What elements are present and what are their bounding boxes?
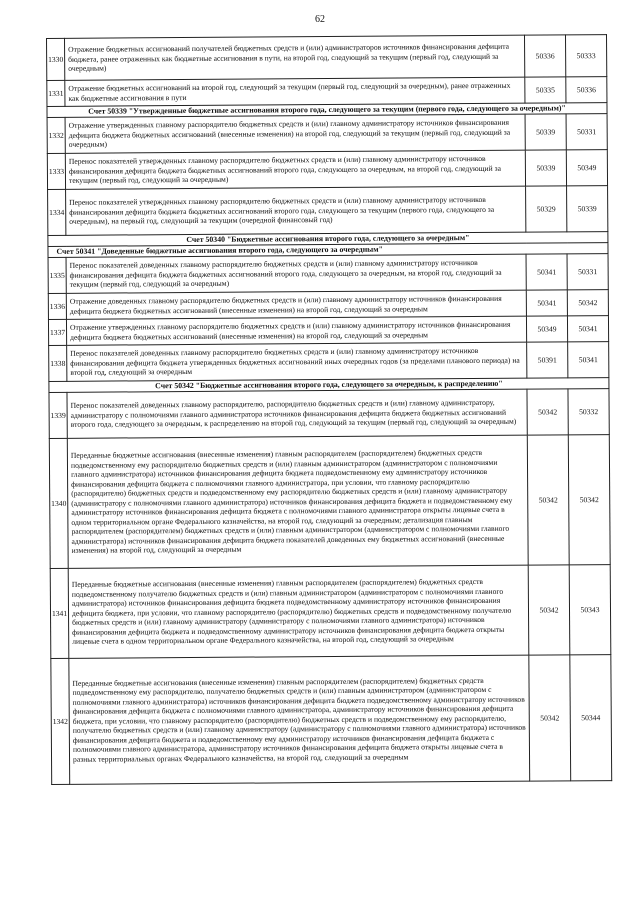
entry-description: Перенос показателей доведенных главному распорядителю бюджетных средств и (или) главному администратору источников финансирования дефицита бюджета утвержденных бюджетных ассигнований иных очередных годов (за пределами планового периода) на второй год, следующий за очередным xyxy=(67,342,527,381)
debit-account: 50342 xyxy=(528,565,570,655)
entry-number: 1335 xyxy=(48,257,66,293)
accounting-entries-table xyxy=(46,34,612,785)
credit-account: 50331 xyxy=(567,254,608,290)
entry-description: Переданные бюджетные ассигнования (внесенные изменения) главным распорядителем (распорядителем) бюджетных средств подведомственному ему распорядителю бюджетных средств и (или) главным администратором (администратором с полномочиями главного администратора) источников финансирования дефицита бюджета подведомственному ему администратору источников финансирования дефицита бюджета с полномочиями главного администратора, при условии, что главному распорядителю (распорядителю) бюджетных средств и подведомственному ему распорядителю бюджетных средств и (или) главному администратору (администратору с полномочиями главного администратора) источников финансирования дефицита бюджета и подведомственному ему администратору источников финансирования дефицита бюджета с полномочиями главного администратора открыты лицевые счета в одном территориальном органе Федерального казначейства, на второй год, следующий за очередным; детализация главным распорядителем (распорядителем) бюджетных средств и (или) главным администратором (администратором с полномочиями главного администратора) источников финансирования дефицита бюджета показателей доведенных ему бюджетных ассигнований (внесенные изменения) на второй год, следующий за очередным xyxy=(67,435,528,568)
table-row xyxy=(49,389,609,439)
entry-number: 1340 xyxy=(49,438,68,568)
credit-account: 50342 xyxy=(567,290,608,316)
table-row xyxy=(51,655,612,785)
debit-account: 50341 xyxy=(526,254,567,290)
debit-account: 50329 xyxy=(526,186,567,232)
debit-account: 50339 xyxy=(525,114,566,150)
entry-number: 1330 xyxy=(47,38,65,80)
debit-account: 50341 xyxy=(526,290,567,316)
credit-account: 50343 xyxy=(569,565,611,655)
table-row xyxy=(47,150,607,190)
credit-account: 50331 xyxy=(566,114,607,150)
account-section-title: Счет 50340 "Бюджетные ассигнования второго года, следующего за очередным" xyxy=(48,232,608,247)
entry-description: Отражение бюджетных ассигнований на второй год, следующий за текущим (первый год, следующий за очередным), ранее отраженных как бюджетные ассигнования в пути xyxy=(65,77,525,106)
credit-account: 50349 xyxy=(566,150,607,186)
credit-account: 50342 xyxy=(568,435,610,565)
entry-number: 1333 xyxy=(47,153,65,189)
debit-account: 50349 xyxy=(526,316,567,342)
account-section-title: Счет 50342 "Бюджетные ассигнования второго года, следующего за очередным, к распределению" xyxy=(49,378,609,393)
credit-account: 50333 xyxy=(565,35,606,77)
entry-description: Отражение утвержденных главному распорядителю бюджетных средств и (или) главному администратору источников финансирования дефицита бюджета бюджетных ассигнований (внесенные изменения) на второй год, следующий за очередным xyxy=(66,316,526,345)
entry-number: 1339 xyxy=(49,392,67,438)
table-row xyxy=(49,342,609,382)
entry-description: Перенос показателей утвержденных главному распорядителю бюджетных средств и (или) главному администратору источников финансирования дефицита бюджета бюджетных ассигнований второго года, следующего за текущим (первого года, следующего за очередным), на первый год, следующий за текущим (очередной финансовый год) xyxy=(66,186,526,235)
entry-description: Переданные бюджетные ассигнования (внесенные изменения) главным распорядителем (распорядителем) бюджетных средств подведомственному получателю бюджетных средств и (или) главным администратором (администратором с полномочиями главного администратора) источников финансирования дефицита бюджета подведомственному администратору источников финансирования дефицита бюджета, при условии, что главному распорядителю (распорядителю) бюджетных средств и подведомственному получателю бюджетных средств и (или) главному администратору (администратору с полномочиями главного администратора) источников финансирования дефицита бюджета и подведомственному администратору источников финансирования дефицита бюджета открыты лицевые счета в одном территориальном органе Федерального казначейства, на второй год, следующий за очередным xyxy=(68,565,529,658)
entry-number: 1342 xyxy=(51,658,70,784)
entry-number: 1336 xyxy=(48,293,66,319)
table-row xyxy=(48,316,608,346)
table-row xyxy=(49,435,610,569)
table-row xyxy=(48,290,608,320)
account-section-title: Счет 50339 "Утвержденные бюджетные ассигнования второго года, следующего за текущим (первого года, следующего за очередным)" xyxy=(47,103,607,118)
credit-account: 50341 xyxy=(567,316,608,342)
debit-account: 50342 xyxy=(527,435,569,565)
debit-account: 50339 xyxy=(525,150,566,186)
entry-description: Перенос показателей утвержденных главному распорядителю бюджетных средств и (или) главному администратору источников финансирования дефицита бюджета бюджетных ассигнований второго года, следующего за очередным, на второй год, следующий за текущим (первый год, следующий за очередным) xyxy=(65,150,525,189)
debit-account: 50335 xyxy=(525,77,566,103)
debit-account: 50391 xyxy=(527,342,568,378)
table-row xyxy=(47,35,607,81)
table-row xyxy=(50,565,611,659)
account-section-title: Счет 50341 "Доведенные бюджетные ассигнования второго года, следующего за очередным" xyxy=(48,243,608,258)
page-number: 62 xyxy=(315,14,325,25)
credit-account: 50332 xyxy=(568,389,609,435)
table-row xyxy=(48,254,608,294)
credit-account: 50344 xyxy=(570,655,612,781)
entry-number: 1334 xyxy=(48,189,66,235)
credit-account: 50341 xyxy=(568,342,609,378)
entry-description: Перенос показателей доведенных главному распорядителю бюджетных средств и (или) главному администратору источников финансирования дефицита бюджета бюджетных ассигнований второго года, следующего за очередным, на второй год, следующий за текущим (первый год, следующий за очередным) xyxy=(66,254,526,293)
table-row xyxy=(47,77,607,107)
entry-number: 1332 xyxy=(47,117,65,153)
debit-account: 50342 xyxy=(529,655,571,781)
entry-description: Переданные бюджетные ассигнования (внесенные изменения) главным распорядителем (распорядителем) бюджетных средств подведомственному ему распорядителю, получателю бюджетных средств и (или) главным администратором (администратором с полномочиями главного администратора) источников финансирования дефицита бюджета подведомственному администратору источников финансирования дефицита бюджета с полномочиями главного администратора, администратору источников финансирования дефицита бюджета, при условии, что главному распорядителю (распорядителю) бюджетных средств и подведомственному ему распорядителю, получателю бюджетных средств и (или) главному администратору (администратору с полномочиями главного администратора) источников финансирования дефицита бюджета и подведомственному ему администратору источников финансирования дефицита бюджета с полномочиями главного администратора, администратору источников финансирования дефицита бюджета открыты лицевые счета в разных территориальных органах Федерального казначейства, на второй год, следующий за очередным xyxy=(69,655,530,784)
entry-number: 1337 xyxy=(48,319,66,345)
entry-description: Перенос показателей доведенных главному распорядителю, распорядителю бюджетных средств и (или) главному администратору, администратору с полномочиями главного администратора источников финансирования дефицита бюджета бюджетных ассигнований второго года, следующего за очередным, к распределению на второй год, следующий за текущим (первый год, следующий за очередным) xyxy=(67,389,527,438)
table-row xyxy=(47,114,607,154)
entry-description: Отражение доведенных главному распорядителю бюджетных средств и (или) главному администратору источников финансирования дефицита бюджета бюджетных ассигнований (внесенные изменения) на второй год, следующий за очередным xyxy=(66,290,526,319)
credit-account: 50336 xyxy=(566,77,607,103)
table-row xyxy=(48,186,608,236)
debit-account: 50342 xyxy=(527,389,568,435)
entry-number: 1331 xyxy=(47,80,65,106)
entry-description: Отражение бюджетных ассигнований получателей бюджетных средств и (или) администраторов источников финансирования дефицита бюджета, ранее отраженных как бюджетные ассигнования в пути, на второй год, следующий за текущим (первый год, следующий за очередным) xyxy=(65,35,525,80)
debit-account: 50336 xyxy=(524,35,565,77)
credit-account: 50339 xyxy=(567,186,608,232)
entry-number: 1338 xyxy=(49,345,67,381)
entry-number: 1341 xyxy=(50,568,69,658)
entry-description: Отражение утвержденных главному распорядителю бюджетных средств и (или) главному администратору источников финансирования дефицита бюджета бюджетных ассигнований (внесенные изменения) на второй год, следующий за текущим (первый год, следующий за очередным) xyxy=(65,114,525,153)
